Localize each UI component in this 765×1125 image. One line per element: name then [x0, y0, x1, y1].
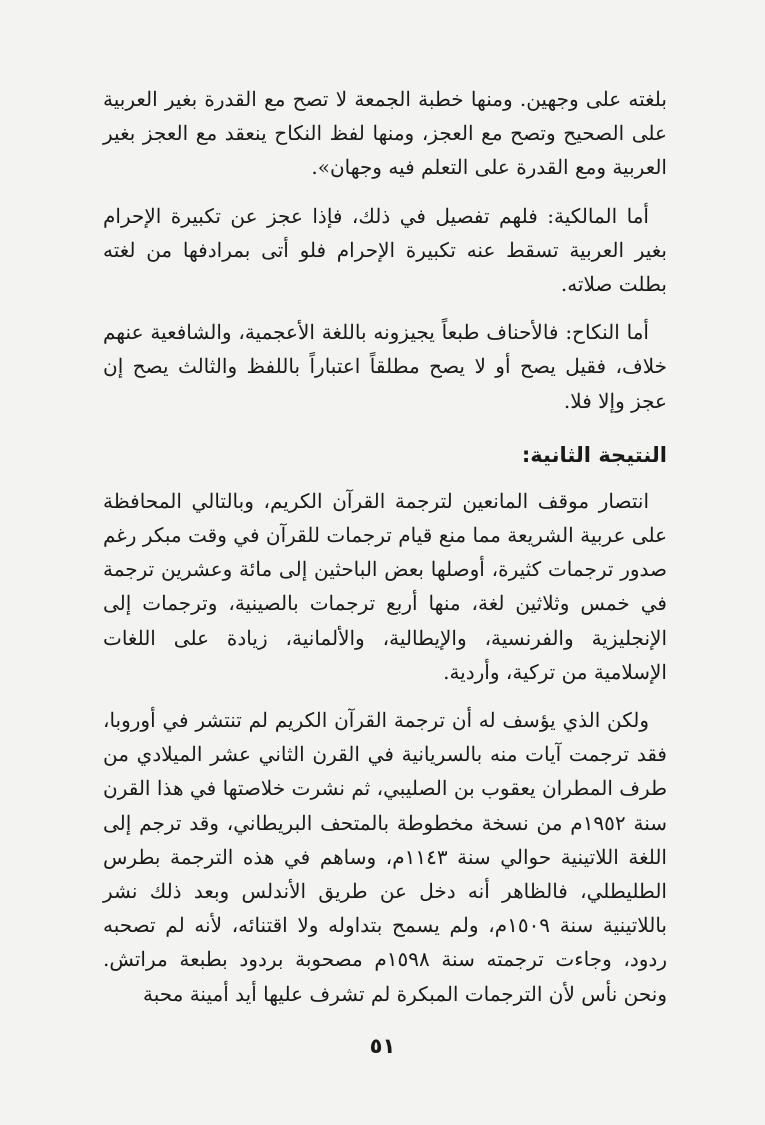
paragraph-intro-continuation: بلغته على وجهين. ومنها خطبة الجمعة لا تصح مع القدرة بغير العربية على الصحيح وتصح مع العجز، ومنها لفظ النكاح ينعقد مع العجز بغير العربية ومع القدرة على التعلم فيه وجهان».: [103, 87, 667, 180]
paragraph-nikah: أما النكاح: فالأحناف طبعاً يجيزونه باللغة الأعجمية، والشافعية عنهم خلاف، فقيل يصح أو لا يصح مطلقاً اعتباراً باللفظ والثالث يصح إن عجز وإلا فلا.: [103, 320, 667, 413]
section-heading-second-result: النتيجة الثانية:: [521, 442, 667, 467]
page-number: ٥١: [369, 1034, 396, 1058]
paragraph-translation-history: ولكن الذي يؤسف له أن ترجمة القرآن الكريم لم تنتشر في أوروبا، فقد ترجمت آيات منه بالسريانية في القرن الثاني عشر الميلادي من طرف المطران يعقوب بن الصليبي، ثم نشرت خلاصتها في هذا القرن سنة ١٩٥٢م من نسخة مخطوطة بالمتحف البريطاني، وقد ترجم إلى اللغة اللاتينية حوالي سنة ١١٤٣م، وساهم في هذه الترجمة بطرس الطليطلي، فالظاهر أنه دخل عن طريق الأندلس وبعد ذلك نشر باللاتينية سنة ١٥٠٩م، ولم يسمح بتداوله ولا اقتنائه، لأنه لم تصحبه ردود، وجاءت ترجمته سنة ١٥٩٨م مصحوبة بردود بطبعة مراتش. ونحن نأس لأن الترجمات المبكرة لم تشرف عليها أيد أمينة محبة: [103, 708, 667, 1006]
paragraph-malikiyya: أما المالكية: فلهم تفصيل في ذلك، فإذا عجز عن تكبيرة الإحرام بغير العربية تسقط عنه تكبيرة الإحرام فلو أتى بمرادفها من لغته بطلت صلاته.: [103, 203, 667, 297]
paragraph-second-result: انتصار موقف المانعين لترجمة القرآن الكريم، وبالتالي المحافظة على عربية الشريعة مما منع قيام ترجمات للقرآن في وقت مبكر رغم صدور ترجمات كثيرة، أوصلها بعض الباحثين إلى مائة وعشرين ترجمة في خمس وثلاثين لغة، منها أربع ترجمات بالصينية، وترجمات إلى الإنجليزية والفرنسية، والإيطالية، والألمانية، زيادة على اللغات الإسلامية من تركية، وأردية.: [103, 488, 667, 684]
page-body: [103, 82, 667, 1011]
